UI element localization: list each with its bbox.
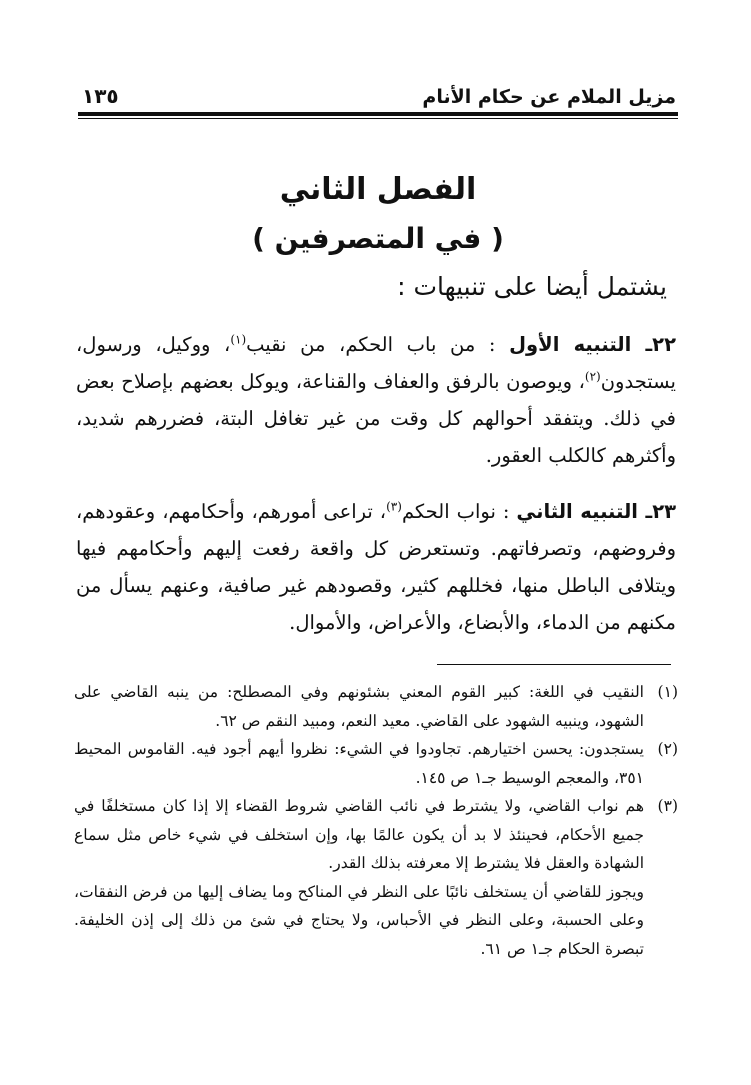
running-header	[82, 80, 676, 108]
paragraph-text: ، ووكيل، ورسول، يستجدون	[76, 333, 676, 393]
paragraph-heading: ـ التنبيه الثاني	[516, 500, 653, 523]
footnote-2	[74, 735, 678, 792]
paragraph-number: ٢٢	[652, 333, 676, 356]
footnote-text: يستجدون: يحسن اختيارهم. تجاودوا في الشيء: نظروا أيهم أجود فيه. القاموس المحيط ٣٥١، والمعجم الوسيط جـ١ ص ١٤٥.	[74, 740, 644, 787]
footnote-separator	[437, 664, 671, 665]
footnote-label: (٢)	[657, 740, 678, 758]
header-rule-thin	[78, 118, 678, 119]
footnote-text: هم نواب القاضي، ولا يشترط في نائب القاضي شروط القضاء إلا إذا كان مستخلفًا في جميع الأحكام، فحينئذ لا بد أن يكون عالمًا بها، وإن استخلف في شيء خاص مثل سماع الشهادة والعقل فلا يشترط إلا معرفته بذلك القدر.	[74, 797, 644, 872]
paragraph-23	[76, 493, 676, 641]
paragraph-22	[76, 326, 676, 474]
paragraph-text: ، تراعى أمورهم، وأحكامهم، وعقودهم، وفروضهم، وتصرفاتهم. وتستعرض كل واقعة رفعت إليهم وأحكامهم فيها ويتلافى الباطل منها، فخللهم كثير، وقصودهم غير صافية، وعنهم يسأل من مكنهم من الدماء، والأبضاع، والأعراض، والأموال.	[76, 500, 676, 634]
footnotes	[74, 678, 678, 963]
paragraph-number: ٢٣	[652, 500, 676, 523]
footnote-3-continuation: ويجوز للقاضي أن يستخلف نائبًا على النظر في المناكح وما يضاف إليها من فرض النفقات، وعلى الحسبة، وعلى النظر في الأحباس، ولا يحتاج في شئ من ذلك إلى إذن الخليفة. تبصرة الحكام جـ١ ص ٦١.	[74, 882, 644, 958]
page-number: ١٣٥	[82, 84, 119, 108]
header-rule-thick	[78, 112, 678, 116]
paragraph-text: : نواب الحكم	[401, 500, 510, 523]
paragraph-heading: ـ التنبيه الأول	[509, 333, 653, 356]
chapter-subtitle: ( في المتصرفين )	[252, 222, 504, 255]
paragraph-text: : من باب الحكم، من نقيب	[246, 333, 496, 356]
footnote-text: النقيب في اللغة: كبير القوم المعني بشئونهم وفي المصطلح: من ينبه القاضي على الشهود، وينبيه الشهود على القاضي. معيد النعم، ومبيد النقم ص ٦٢.	[74, 683, 644, 730]
chapter-title: الفصل الثاني	[279, 172, 477, 207]
footnote-ref-2[interactable]: (٢)	[584, 369, 601, 384]
footnote-3	[74, 792, 678, 878]
paragraph-text: ، ويوصون بالرفق والعفاف والقناعة، ويوكل بعضهم بإصلاح بعض في ذلك. ويتفقد أحوالهم كل وقت من غير تغافل البتة، فضررهم شديد، وأكثرهم كالكلب العقور.	[76, 370, 676, 467]
book-title: مزيل الملام عن حكام الأنام	[422, 86, 676, 108]
footnote-1	[74, 678, 678, 735]
footnote-label: (٣)	[657, 797, 678, 815]
footnote-label: (١)	[657, 683, 678, 701]
chapter-intro: يشتمل أيضا على تنبيهات :	[397, 272, 667, 301]
footnote-ref-1[interactable]: (١)	[230, 332, 247, 347]
footnote-ref-3[interactable]: (٣)	[386, 499, 402, 514]
